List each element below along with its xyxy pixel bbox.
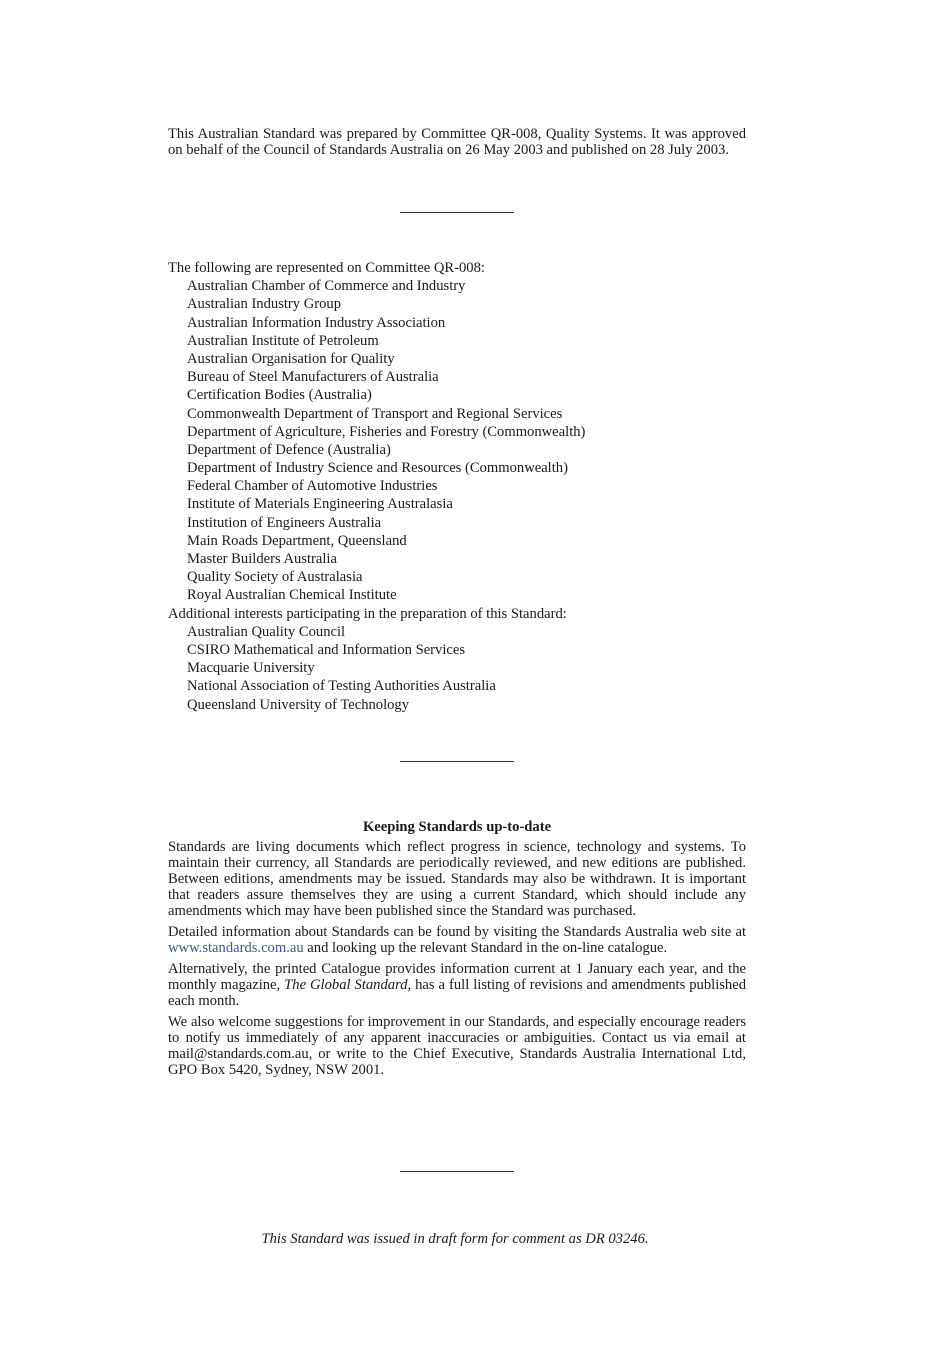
committee-member: Commonwealth Department of Transport and Regional Services bbox=[187, 405, 563, 422]
committee-member: Master Builders Australia bbox=[187, 551, 337, 567]
paragraph: We also welcome suggestions for improvement in our Standards, and especially encourage readers to notify us immediately of any apparent inaccuracies or ambiguities. Contact us via email at mail@standards.com.au, or write to the Chief Executive, Standards Australia International Ltd, GPO Box 5420, Sydney, NSW 2001. bbox=[168, 1014, 746, 1078]
paragraph bbox=[168, 961, 746, 1009]
website-link[interactable]: www.standards.com.au bbox=[168, 940, 304, 956]
footer-note: This Standard was issued in draft form for comment as DR 03246. bbox=[261, 1231, 649, 1247]
committee-member: Federal Chamber of Automotive Industries bbox=[187, 478, 438, 495]
committee-member: Australian Industry Group bbox=[187, 296, 342, 313]
committee-member: Royal Australian Chemical Institute bbox=[187, 587, 397, 604]
section-heading: Keeping Standards up-to-date bbox=[362, 819, 552, 835]
paragraph-text: and looking up the relevant Standard in the on-line catalogue. bbox=[303, 940, 668, 956]
magazine-title: The Global Standard bbox=[284, 977, 408, 993]
paragraph-text: Alternatively, the printed Catalogue provides information current at 1 January each year, and the monthly magazine, bbox=[168, 961, 746, 993]
additional-interest: Australian Quality Council bbox=[187, 623, 346, 640]
committee-member: Institute of Materials Engineering Australasia bbox=[187, 496, 453, 513]
committee-member-list bbox=[168, 277, 746, 604]
intro-paragraph: This Australian Standard was prepared by Committee QR-008, Quality Systems. It was approved on behalf of the Council of Standards Australia on 26 May 2003 and published on 28 July 2003. bbox=[168, 126, 746, 158]
committee-member: Australian Chamber of Commerce and Industry bbox=[187, 278, 466, 295]
additional-interest: Queensland University of Technology bbox=[187, 696, 410, 713]
additional-interest: CSIRO Mathematical and Information Services bbox=[187, 641, 466, 658]
committee-member: Department of Defence (Australia) bbox=[187, 441, 391, 458]
committee-section bbox=[168, 259, 746, 714]
additional-interests-list bbox=[168, 623, 746, 714]
divider-rule bbox=[400, 212, 514, 213]
additional-interests-heading: Additional interests participating in the preparation of this Standard: bbox=[168, 605, 567, 622]
committee-member: Main Roads Department, Queensland bbox=[187, 532, 407, 549]
committee-member: Institution of Engineers Australia bbox=[187, 514, 382, 531]
committee-member: Certification Bodies (Australia) bbox=[187, 387, 372, 404]
committee-member: Bureau of Steel Manufacturers of Australia bbox=[187, 369, 439, 386]
committee-member: Quality Society of Australasia bbox=[187, 569, 363, 586]
committee-member: Australian Institute of Petroleum bbox=[187, 332, 379, 349]
paragraph bbox=[168, 924, 746, 956]
divider-rule bbox=[400, 761, 514, 762]
divider-rule bbox=[400, 1171, 514, 1172]
committee-member: Department of Industry Science and Resources (Commonwealth) bbox=[187, 460, 568, 477]
additional-interest: Macquarie University bbox=[187, 660, 315, 677]
committee-member: Australian Organisation for Quality bbox=[187, 350, 395, 367]
committee-member: Department of Agriculture, Fisheries and Forestry (Commonwealth) bbox=[187, 423, 586, 440]
keeping-standards-section bbox=[168, 818, 746, 1083]
paragraph: Standards are living documents which reflect progress in science, technology and systems. To maintain their currency, all Standards are periodically reviewed, and new editions are published. Between editions, amendments may be issued. Standards may also be withdrawn. It is important that readers assure themselves they are using a current Standard, which should include any amendments which may have been published since the Standard was purchased. bbox=[168, 839, 746, 919]
additional-interest: National Association of Testing Authorities Australia bbox=[187, 678, 496, 695]
paragraph-text: , has a full listing of revisions and amendments published each month. bbox=[168, 977, 746, 1009]
committee-member: Australian Information Industry Association bbox=[187, 314, 446, 331]
committee-heading: The following are represented on Committee QR-008: bbox=[168, 260, 485, 276]
paragraph-text: Detailed information about Standards can be found by visiting the Standards Australia web site at bbox=[168, 924, 746, 940]
